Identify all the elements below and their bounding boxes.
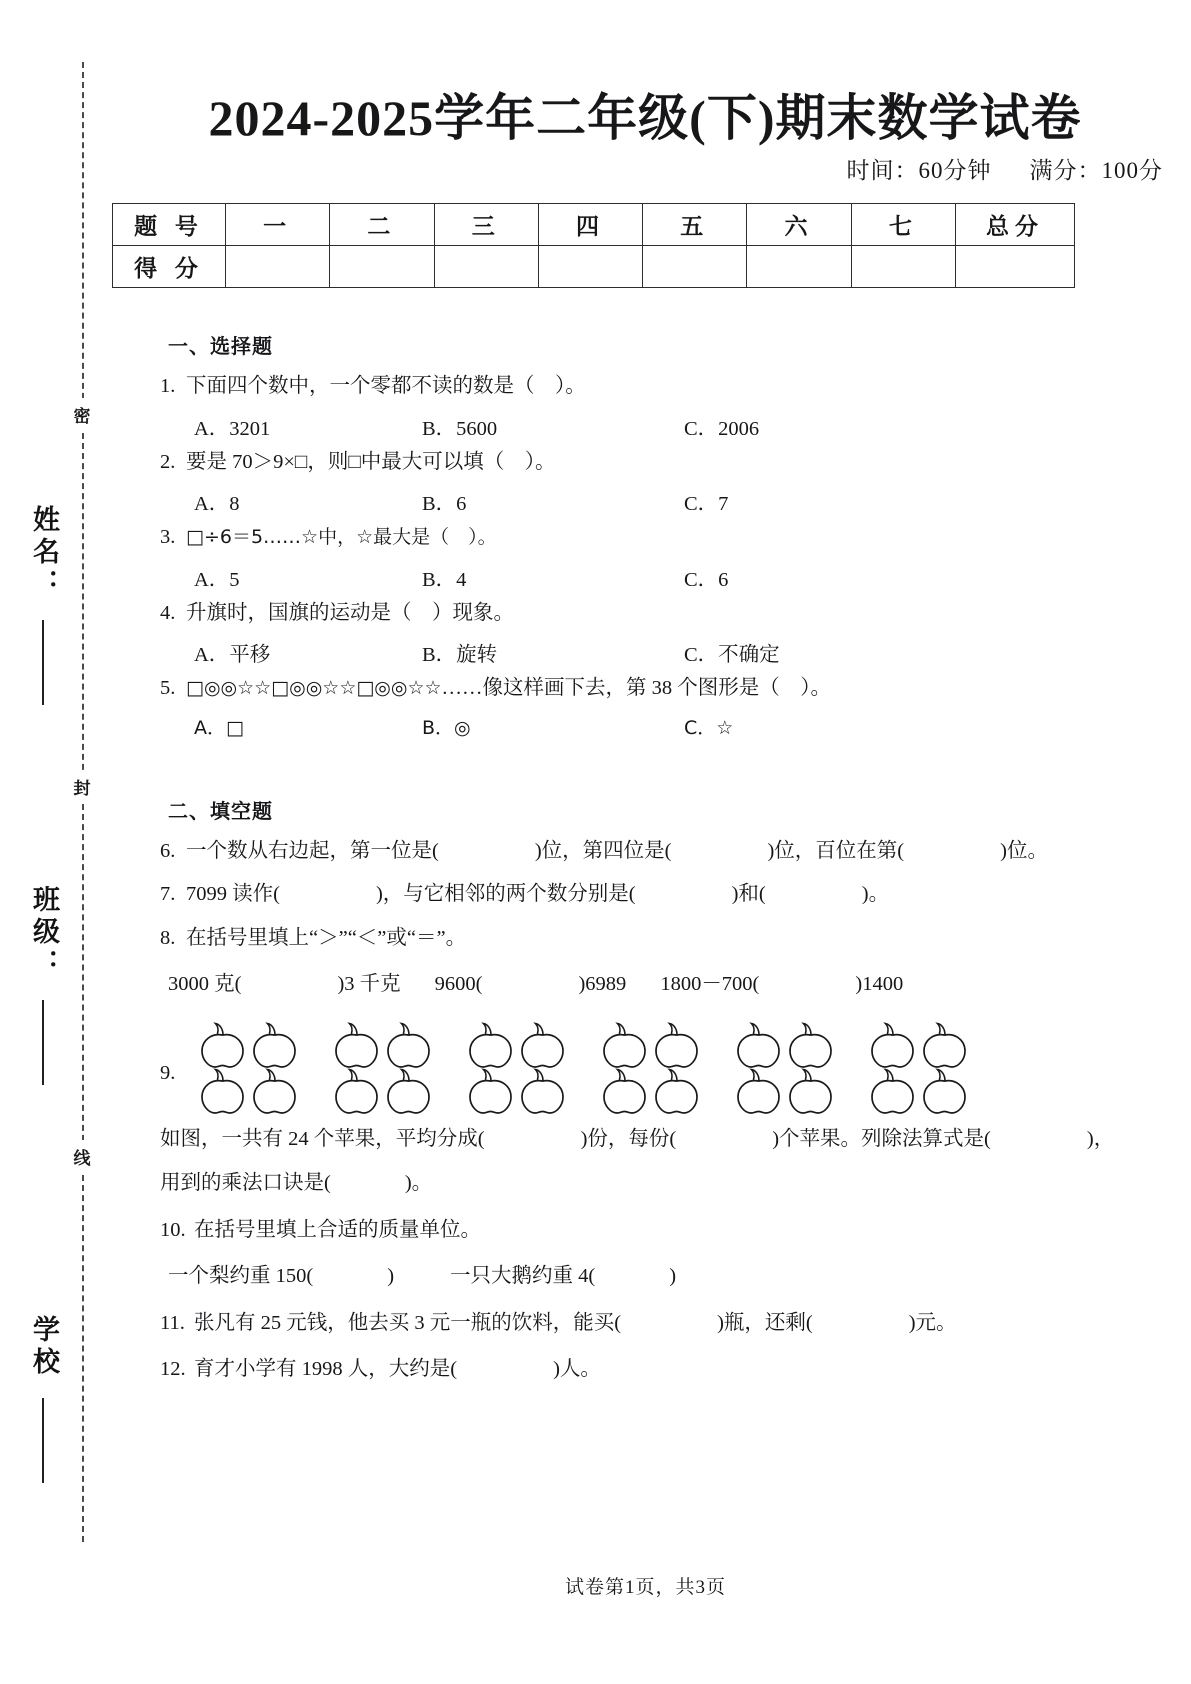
question-9-number: 9.: [160, 1062, 176, 1085]
name-field-label: 姓名：: [29, 505, 59, 601]
question-3: [160, 526, 1160, 550]
apple-group-2: [332, 1022, 444, 1114]
question-4-number: 4.: [160, 601, 176, 624]
question-5-options: [160, 713, 1160, 739]
question-2-number: 2.: [160, 450, 176, 473]
apple-group-1: [198, 1022, 310, 1114]
question-11-number: 11.: [160, 1312, 185, 1335]
question-6-part-3: )位，百位在第(: [767, 839, 905, 862]
question-3-number: 3.: [160, 526, 176, 549]
question-7-part-1: 7099 读作(: [186, 883, 280, 906]
question-6: [160, 840, 1160, 864]
compare-3-right: )1400: [855, 972, 904, 995]
question-1-options: [160, 411, 1160, 440]
question-10-sub-line: [168, 1265, 1160, 1289]
question-10-item-2-label: 一只大鹅约重 4(: [450, 1264, 596, 1287]
question-1-option-b[interactable]: B．5600: [422, 417, 498, 440]
section-heading-choice: 一、选择题: [168, 336, 273, 358]
seal-char-feng: 封: [62, 770, 102, 803]
apple-group-4: [600, 1022, 712, 1114]
class-write-rule: [42, 1000, 44, 1085]
question-5-option-c[interactable]: C．☆: [684, 716, 734, 739]
question-9-part-1: 如图，一共有 24 个苹果，平均分成(: [160, 1128, 485, 1151]
score-cell-1[interactable]: [226, 246, 330, 288]
apple-group-5: [734, 1022, 846, 1114]
score-table-col-5: 五: [643, 204, 747, 246]
question-8-compare-line: [168, 973, 1160, 997]
question-5-number: 5.: [160, 677, 176, 700]
question-11-part-3: )元。: [908, 1312, 957, 1335]
question-7-part-4: )。: [861, 883, 890, 906]
question-5-pattern: □◎◎☆☆□◎◎☆☆□◎◎☆☆: [186, 677, 442, 700]
score-cell-5[interactable]: [643, 246, 747, 288]
seal-margin: [0, 0, 100, 1684]
name-write-rule: [42, 620, 44, 705]
question-9-part-3: )个苹果。列除法算式是(: [772, 1128, 991, 1151]
score-table-rowhead-score: 得 分: [113, 246, 226, 288]
school-write-rule: [42, 1398, 44, 1483]
question-3-option-a[interactable]: A．5: [194, 568, 240, 591]
question-9-part-4: )，: [1086, 1128, 1115, 1151]
question-2-options: [160, 486, 1160, 516]
exam-time: 时间：60分钟: [846, 158, 992, 183]
apple-icon: [868, 1022, 978, 1116]
question-12-part-2: )人。: [553, 1357, 601, 1380]
question-3-option-c[interactable]: C．6: [684, 568, 729, 591]
score-table-col-2: 二: [330, 204, 434, 246]
section-heading-fill: 二、填空题: [168, 800, 273, 823]
compare-1-right: )3 千克: [337, 972, 401, 995]
score-table-col-4: 四: [538, 204, 642, 246]
exam-meta: [847, 152, 1164, 185]
compare-1-left: 3000 克(: [168, 972, 242, 995]
question-5-option-a[interactable]: A．□: [194, 716, 244, 739]
apple-icon: [734, 1022, 844, 1116]
question-5-option-b[interactable]: B．◎: [422, 716, 471, 739]
score-cell-total[interactable]: [956, 246, 1075, 288]
question-7-part-3: )和(: [731, 883, 766, 906]
apple-group-3: [466, 1022, 578, 1114]
question-4-options: [160, 637, 1160, 667]
question-9-line-2: [160, 1172, 1160, 1196]
question-9-part-2: )份，每份(: [580, 1128, 677, 1151]
question-3-text: □÷6＝5……☆中，☆最大是（ ）。: [186, 526, 497, 549]
question-2-text: 要是 70＞9×□，则□中最大可以填（ ）。: [186, 450, 556, 473]
question-6-part-1: 一个数从右边起，第一位是(: [186, 839, 439, 862]
school-field-label: 学校: [29, 1315, 59, 1379]
exam-sheet: [100, 0, 1191, 1684]
seal-char-xian: 线: [62, 1140, 102, 1173]
score-table-col-6: 六: [747, 204, 851, 246]
question-9-part-5: 用到的乘法口诀是(: [160, 1171, 331, 1194]
score-table-col-7: 七: [851, 204, 955, 246]
question-12-number: 12.: [160, 1357, 186, 1380]
score-table-row-score: [113, 246, 1075, 288]
apple-icon: [198, 1022, 308, 1116]
question-10: [160, 1219, 1160, 1243]
question-7: [160, 883, 1160, 907]
question-1-option-a[interactable]: A．3201: [194, 417, 271, 440]
question-10-item-1-label: 一个梨约重 150(: [168, 1264, 314, 1287]
page-footer: 试卷第1页，共3页: [564, 1577, 726, 1598]
question-8-text: 在括号里填上“＞”“＜”或“＝”。: [186, 926, 467, 949]
score-table-rowhead-question: 题 号: [113, 204, 226, 246]
score-table-col-3: 三: [434, 204, 538, 246]
compare-2-left: 9600(: [434, 972, 483, 995]
question-2-option-a[interactable]: A．8: [194, 493, 240, 516]
score-cell-4[interactable]: [538, 246, 642, 288]
question-3-options: [160, 562, 1160, 591]
exam-total-score: 满分：100分: [1029, 158, 1163, 183]
question-11-part-1: 张凡有 25 元钱，他去买 3 元一瓶的饮料，能买(: [194, 1312, 622, 1335]
score-table: [112, 203, 1075, 288]
seal-char-mi: 密: [62, 398, 102, 431]
score-cell-3[interactable]: [434, 246, 538, 288]
question-4-option-c[interactable]: C．不确定: [684, 644, 780, 667]
question-9-apple-figure: [160, 1022, 1160, 1114]
class-field-label: 班级：: [29, 885, 59, 981]
question-4: [160, 602, 1160, 626]
score-table-row-head: [113, 204, 1075, 246]
question-1: [160, 375, 1160, 399]
question-11: [160, 1312, 1160, 1336]
exam-content: [160, 330, 1160, 1393]
question-1-number: 1.: [160, 375, 176, 397]
score-cell-6[interactable]: [747, 246, 851, 288]
question-4-option-b[interactable]: B．旋转: [422, 644, 498, 667]
question-12-part-1: 育才小学有 1998 人，大约是(: [194, 1357, 458, 1380]
question-8-number: 8.: [160, 926, 176, 949]
compare-2-right: )6989: [578, 972, 627, 995]
question-1-text: 下面四个数中，一个零都不读的数是（ ）。: [186, 375, 586, 397]
question-7-part-2: )，与它相邻的两个数分别是(: [375, 883, 636, 906]
score-table-col-1: 一: [226, 204, 330, 246]
question-2: [160, 451, 1160, 475]
page-title: 2024-2025学年二年级(下)期末数学试卷: [208, 90, 1082, 146]
apple-icon: [332, 1022, 442, 1116]
question-10-number: 10.: [160, 1219, 186, 1242]
score-table-col-total: 总分: [956, 204, 1075, 246]
question-10-item-2-close: ): [669, 1264, 677, 1287]
question-11-part-2: )瓶，还剩(: [717, 1312, 813, 1335]
question-12: [160, 1358, 1160, 1382]
question-6-part-2: )位，第四位是(: [534, 839, 672, 862]
question-1-option-c[interactable]: C．2006: [684, 417, 760, 440]
score-cell-2[interactable]: [330, 246, 434, 288]
question-9-line-1: [160, 1128, 1160, 1152]
question-10-item-1-close: ): [387, 1264, 395, 1287]
question-4-option-a[interactable]: A．平移: [194, 644, 271, 667]
question-6-number: 6.: [160, 839, 176, 862]
question-2-option-b[interactable]: B．6: [422, 493, 467, 516]
question-6-part-4: )位。: [1000, 839, 1048, 862]
question-8: [160, 927, 1160, 951]
question-7-number: 7.: [160, 883, 176, 906]
question-5-text: ……像这样画下去，第 38 个图形是（ ）。: [441, 677, 832, 700]
apple-icon: [466, 1022, 576, 1116]
question-9-part-6: )。: [404, 1171, 433, 1194]
question-4-text: 升旗时，国旗的运动是（ ）现象。: [186, 601, 514, 624]
apple-group-6: [868, 1022, 980, 1114]
question-3-option-b[interactable]: B．4: [422, 568, 467, 591]
score-cell-7[interactable]: [851, 246, 955, 288]
question-5: [160, 677, 1160, 701]
question-10-text: 在括号里填上合适的质量单位。: [194, 1219, 481, 1242]
apple-icon: [600, 1022, 710, 1116]
question-2-option-c[interactable]: C．7: [684, 493, 729, 516]
compare-3-left: 1800－700(: [660, 972, 760, 995]
